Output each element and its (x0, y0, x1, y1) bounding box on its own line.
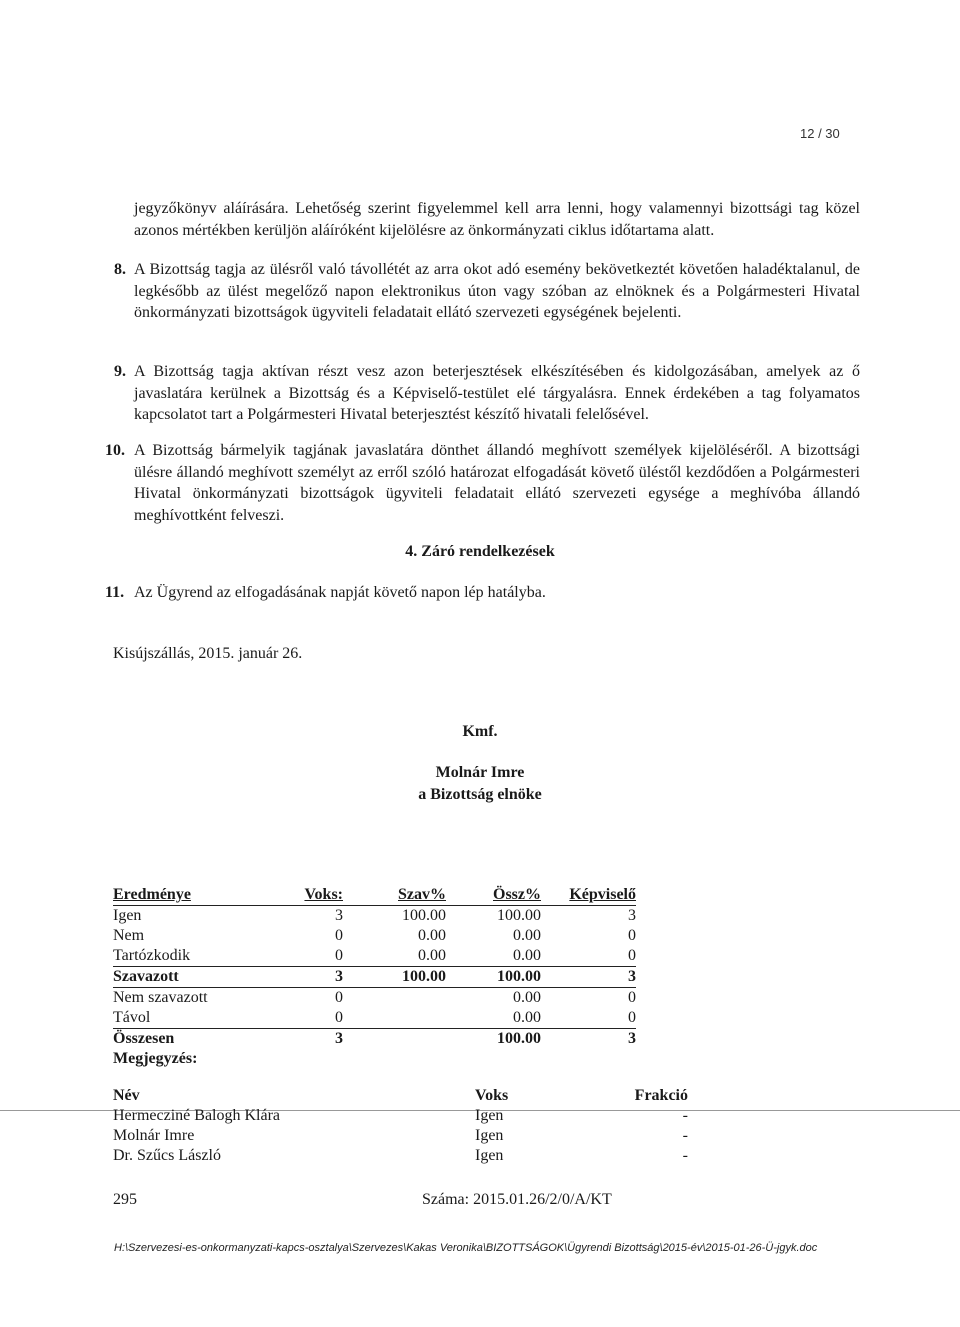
votes-header-row (113, 1086, 688, 1106)
results-cell: 0 (293, 946, 343, 967)
results-cell: 0 (335, 989, 343, 1006)
paragraph-continuation: jegyzőkönyv aláírására. Lehetőség szerint figyelemmel kell arra lenni, hogy valamennyi bizottsági tag közel azonos mértékben kerüljön aláíróként kijelölésre az önkormányzati ciklus időtartama alatt. (134, 200, 860, 239)
results-cell: Nem (113, 927, 145, 944)
page-number: 12 / 30 (800, 126, 840, 141)
paragraph-10-text: A Bizottság bármelyik tagjának javaslatára dönthet állandó meghívott személyek kijelöléséről. A bizottsági ülésre állandó meghívott személyt az erről szóló határozat elfogadását követő üléstől kezdődően a Polgármesteri Hivatal önkormányzati bizottságok ügyviteli feladatait ellátó szervezeti egysége a meghívóba állandó meghívottként felveszi. (134, 442, 860, 524)
paragraph-9-text: A Bizottság tagja aktívan részt vesz azon beterjesztések elkészítésében és kidolgozásában, amelyek az ő javaslatára kerülnek a Bizottság és a Képviselő-testület elé tárgyalásra. Ennek érdekében a tag folyamatos kapcsolatot tart a Polgármesteri Hivatal beterjesztést készítő hivatali felelősével. (134, 363, 860, 423)
results-cell (343, 1029, 446, 1050)
results-cell: Távol (113, 1008, 293, 1029)
table-row (113, 946, 636, 967)
results-cell: 0 (541, 1008, 636, 1029)
results-cell: 0 (628, 989, 636, 1006)
votes-header-vote: Voks (475, 1087, 509, 1104)
results-cell: 3 (628, 907, 636, 924)
paragraph-9 (114, 361, 860, 426)
signatory-title: a Bizottság elnöke (418, 786, 542, 803)
votes-cell: Igen (475, 1147, 504, 1164)
results-cell (343, 988, 446, 1009)
paragraph-8-text: A Bizottság tagja az ülésről való távollétét az arra okot adó esemény bekövetkeztét követően haladéktalanul, de legkésőbb az ülést megelőző napon elektronikus úton vagy szóban az elnöknek és a Polgármesteri Hivatal önkormányzati bizottságok ügyviteli feladatait ellátó szervezeti egységének bejelenti. (134, 261, 860, 321)
table-row (113, 1146, 688, 1166)
table-row (113, 1029, 636, 1050)
signatory-name: Molnár Imre (435, 764, 525, 781)
results-header-row (113, 885, 636, 906)
section-heading: 4. Záró rendelkezések (405, 543, 555, 560)
paragraph-8-number: 8. (114, 261, 126, 278)
table-row (113, 967, 636, 988)
results-cell: 100.00 (497, 907, 541, 924)
votes-cell: Igen (475, 1107, 504, 1124)
results-cell: 0.00 (446, 946, 541, 967)
results-cell: 100.00 (446, 967, 541, 988)
results-cell: 3 (541, 967, 636, 988)
note-label: Megjegyzés: (113, 1050, 198, 1067)
results-header-label: Eredménye (113, 885, 293, 906)
votes-cell: - (682, 1127, 688, 1144)
kmf-label: Kmf. (462, 723, 498, 740)
paragraph-11-text: Az Ügyrend az elfogadásának napját követő napon lép hatályba. (134, 584, 546, 601)
results-cell: 100.00 (343, 967, 446, 988)
results-cell: 3 (293, 967, 343, 988)
table-row (113, 1126, 688, 1146)
votes-cell: - (682, 1147, 688, 1164)
paragraph-8 (114, 259, 860, 324)
table-row (113, 1008, 636, 1029)
paragraph-11-number: 11. (105, 584, 125, 601)
file-path: H:\Szervezesi-es-onkormanyzati-kapcs-osztalya\Szervezes\Kakas Veronika\BIZOTTSÁGOK\Ügyrendi Bizottság\2015-év\2015-01-26-Ü-jgyk.doc (114, 1242, 818, 1254)
results-cell: 100.00 (497, 1030, 541, 1047)
table-row (113, 906, 636, 927)
results-cell: 0.00 (513, 989, 541, 1006)
votes-cell: Molnár Imre (113, 1127, 195, 1144)
results-cell: 0.00 (418, 927, 446, 944)
results-cell: 3 (335, 1030, 343, 1047)
results-header-representatives: Képviselő (541, 885, 636, 906)
votes-cell: Dr. Szűcs László (113, 1147, 221, 1164)
results-cell: 3 (335, 907, 343, 924)
results-cell: 0.00 (343, 946, 446, 967)
votes-header-name: Név (113, 1087, 140, 1104)
results-cell: Tartózkodik (113, 946, 293, 967)
table-row (113, 988, 636, 1009)
doc-id: 295 (113, 1191, 137, 1208)
votes-cell: Igen (475, 1127, 504, 1144)
results-cell: 0 (628, 927, 636, 944)
results-cell: Szavazott (113, 967, 293, 988)
place-date: Kisújszállás, 2015. január 26. (113, 645, 303, 662)
results-table (113, 885, 636, 1069)
results-cell: 0 (335, 927, 343, 944)
results-header-percent: Szav% (343, 885, 446, 906)
table-row (113, 926, 636, 946)
votes-cell: - (682, 1107, 688, 1124)
votes-cell: Hermecziné Balogh Klára (113, 1107, 281, 1124)
doc-number: Száma: 2015.01.26/2/0/A/KT (422, 1191, 612, 1208)
results-cell (343, 1008, 446, 1029)
results-header-total-percent: Össz% (446, 885, 541, 906)
results-cell: Nem szavazott (113, 989, 208, 1006)
results-cell: 0 (541, 946, 636, 967)
paragraph-11 (105, 584, 546, 602)
results-cell: Igen (113, 907, 142, 924)
table-row (113, 1106, 688, 1126)
results-cell: 0.00 (513, 927, 541, 944)
table-row (113, 1049, 636, 1069)
results-cell: 0 (293, 1008, 343, 1029)
results-cell: Összesen (113, 1030, 175, 1047)
results-cell: 0.00 (446, 1008, 541, 1029)
results-header-votes: Voks: (293, 885, 343, 906)
results-cell: 3 (628, 1030, 636, 1047)
votes-table (113, 1086, 688, 1166)
votes-header-faction: Frakció (634, 1087, 688, 1104)
paragraph-10 (105, 440, 860, 526)
paragraph-9-number: 9. (114, 363, 126, 380)
paragraph-10-number: 10. (105, 442, 125, 459)
results-cell: 100.00 (402, 907, 446, 924)
